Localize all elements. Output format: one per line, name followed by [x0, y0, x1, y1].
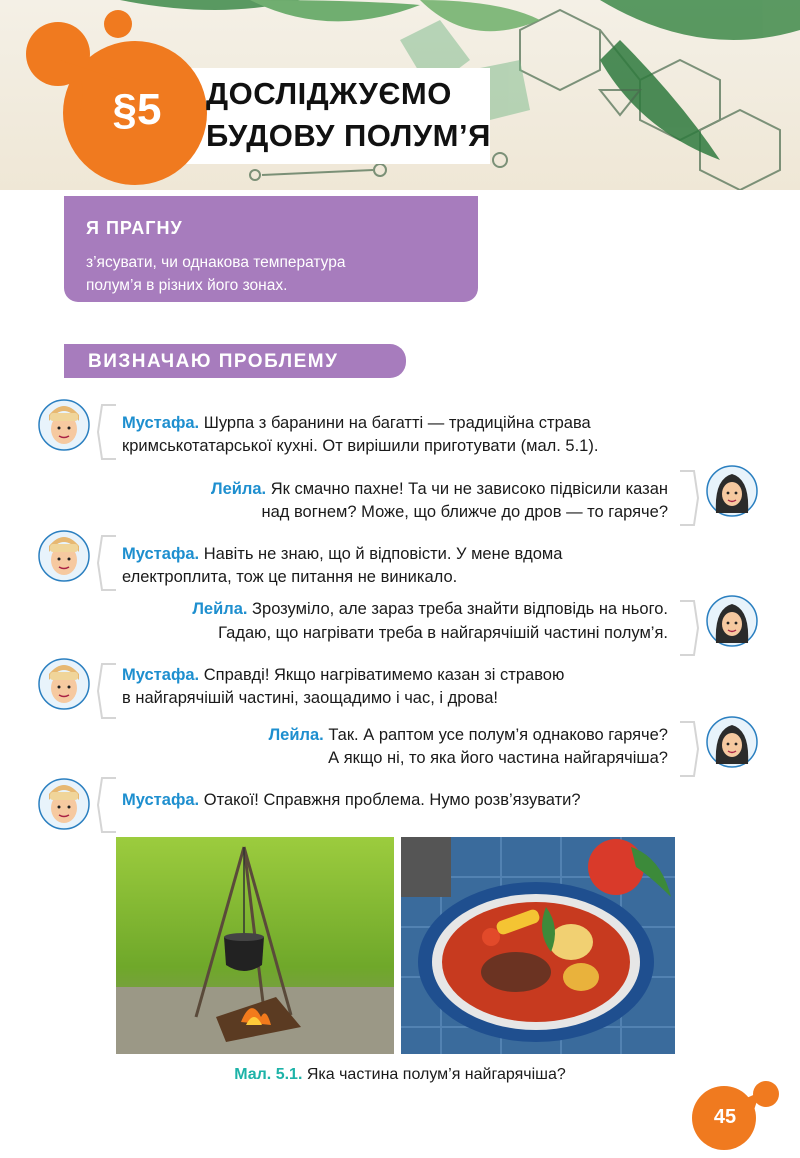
aim-line1: з’ясувати, чи однакова температура: [86, 254, 346, 271]
campfire-cauldron-photo: [116, 837, 394, 1054]
shurpa-dish-photo: [401, 837, 675, 1054]
speech-bracket-icon: [96, 403, 120, 461]
mustafa-avatar-icon: [38, 530, 90, 582]
speech-bracket-icon: [676, 469, 700, 527]
speech-bracket-icon: [96, 776, 120, 834]
section-number: §5: [112, 85, 162, 134]
dialogue-line: Мустафа. Навіть не знаю, що й відповісти. У мене вдома: [122, 545, 563, 563]
speaker-name: Лейла.: [192, 600, 248, 618]
dialogue-line: електроплита, тож це питання не виникало.: [122, 568, 458, 586]
figure-label: Мал. 5.1.: [234, 1066, 303, 1083]
section-title-line1: ДОСЛІДЖУЄМО: [206, 76, 452, 111]
dialogue-line: в найгарячішій частині, заощадимо і час, і дрова!: [122, 689, 498, 707]
dialogue-line: Мустафа. Справді! Якщо нагріватимемо казан зі стравою: [122, 666, 565, 684]
speech-bracket-icon: [676, 599, 700, 657]
dialogue-line: Лейла. Як смачно пахне! Та чи не зависоко підвісили казан: [211, 480, 668, 498]
speaker-name: Лейла.: [211, 480, 267, 498]
aim-box: [64, 196, 478, 302]
speaker-name: Мустафа.: [122, 545, 200, 563]
speaker-name: Мустафа.: [122, 414, 200, 432]
problem-heading-text: ВИЗНАЧАЮ ПРОБЛЕМУ: [88, 351, 339, 372]
dialogue-line: над вогнем? Може, що ближче до дров — то гаряче?: [261, 503, 668, 521]
dialogue-line: А якщо ні, то яка його частина найгарячіша?: [328, 749, 668, 767]
speaker-name: Мустафа.: [122, 791, 200, 809]
section-title-line2: БУДОВУ ПОЛУМ’Я: [206, 118, 491, 153]
speech-bracket-icon: [96, 534, 120, 592]
dialogue-line: Лейла. Зрозуміло, але зараз треба знайти відповідь на нього.: [192, 600, 668, 618]
mustafa-avatar-icon: [38, 778, 90, 830]
speech-bracket-icon: [96, 662, 120, 720]
problem-heading: [64, 344, 406, 378]
aim-title: Я ПРАГНУ: [86, 218, 183, 238]
dialogue-line: Мустафа. Шурпа з баранини на багатті — традиційна страва: [122, 414, 591, 432]
leila-avatar-icon: [706, 716, 758, 768]
dialogue-line: кримськотатарської кухні. От вирішили приготувати (мал. 5.1).: [122, 437, 599, 455]
leila-avatar-icon: [706, 465, 758, 517]
speaker-name: Мустафа.: [122, 666, 200, 684]
dialogue-line: Лейла. Так. А раптом усе полум’я однаково гаряче?: [268, 726, 668, 744]
figure-caption-text: Яка частина полум’я найгарячіша?: [306, 1066, 566, 1083]
leila-avatar-icon: [706, 595, 758, 647]
dialogue-line: Мустафа. Отакої! Справжня проблема. Нумо розв’язувати?: [122, 791, 581, 809]
page-number: 45: [713, 1106, 737, 1128]
mustafa-avatar-icon: [38, 399, 90, 451]
speaker-name: Лейла.: [268, 726, 324, 744]
speech-bracket-icon: [676, 720, 700, 778]
dialogue-line: Гадаю, що нагрівати треба в найгарячішій частині полум’я.: [218, 624, 668, 642]
figure-caption: [0, 1066, 800, 1084]
mustafa-avatar-icon: [38, 658, 90, 710]
aim-line2: полум’я в різних його зонах.: [86, 277, 288, 294]
aim-text: [86, 251, 466, 297]
